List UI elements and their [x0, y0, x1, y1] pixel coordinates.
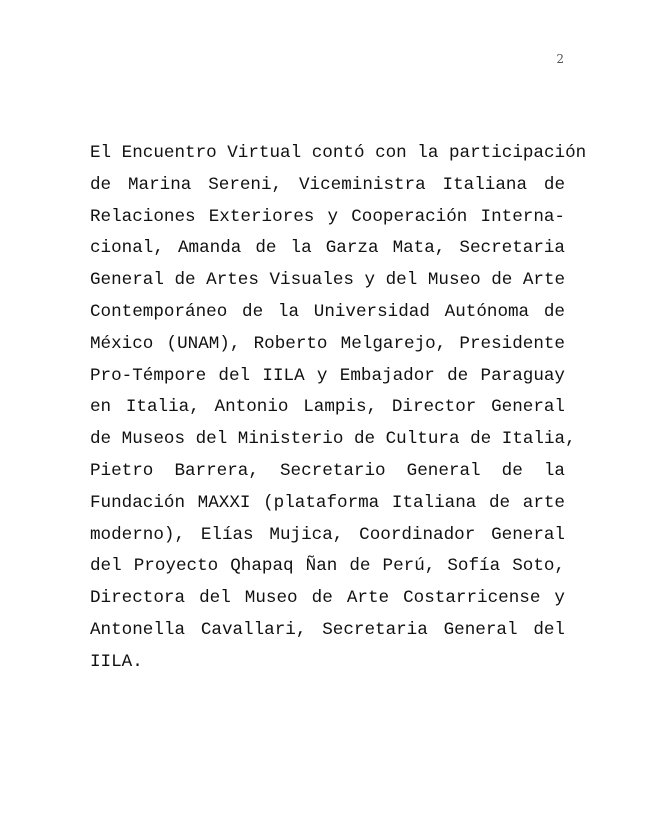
paragraph-line: México (UNAM), Roberto Melgarejo, Presidente [90, 333, 565, 354]
paragraph-line: Pietro Barrera, Secretario General de la [90, 460, 565, 481]
paragraph-line: Contemporáneo de la Universidad Autónoma de [90, 301, 565, 322]
paragraph-line: Fundación MAXXI (plataforma Italiana de arte [90, 492, 565, 513]
paragraph-line: IILA. [90, 651, 143, 672]
paragraph-line: del Proyecto Qhapaq Ñan de Perú, Sofía Soto, [90, 556, 565, 577]
paragraph-line: Antonella Cavallari, Secretaria General del [90, 619, 565, 640]
paragraph-line: de Marina Sereni, Viceministra Italiana de [90, 174, 565, 195]
body-paragraph [90, 138, 587, 679]
paragraph-line: cional, Amanda de la Garza Mata, Secretaria [90, 238, 565, 259]
paragraph-line: Directora del Museo de Arte Costarricense y [90, 588, 565, 609]
paragraph-line: General de Artes Visuales y del Museo de Arte [90, 270, 566, 291]
page-number: 2 [556, 52, 564, 66]
paragraph-line: Relaciones Exteriores y Cooperación Interna- [90, 206, 565, 227]
paragraph-line: moderno), Elías Mujica, Coordinador General [90, 524, 565, 545]
paragraph-line: El Encuentro Virtual contó con la participación [90, 143, 587, 163]
paragraph-line: de Museos del Ministerio de Cultura de Italia, [90, 429, 576, 450]
paragraph-line: en Italia, Antonio Lampis, Director General [90, 397, 565, 418]
paragraph-line: Pro-Témpore del IILA y Embajador de Paraguay [90, 365, 565, 386]
